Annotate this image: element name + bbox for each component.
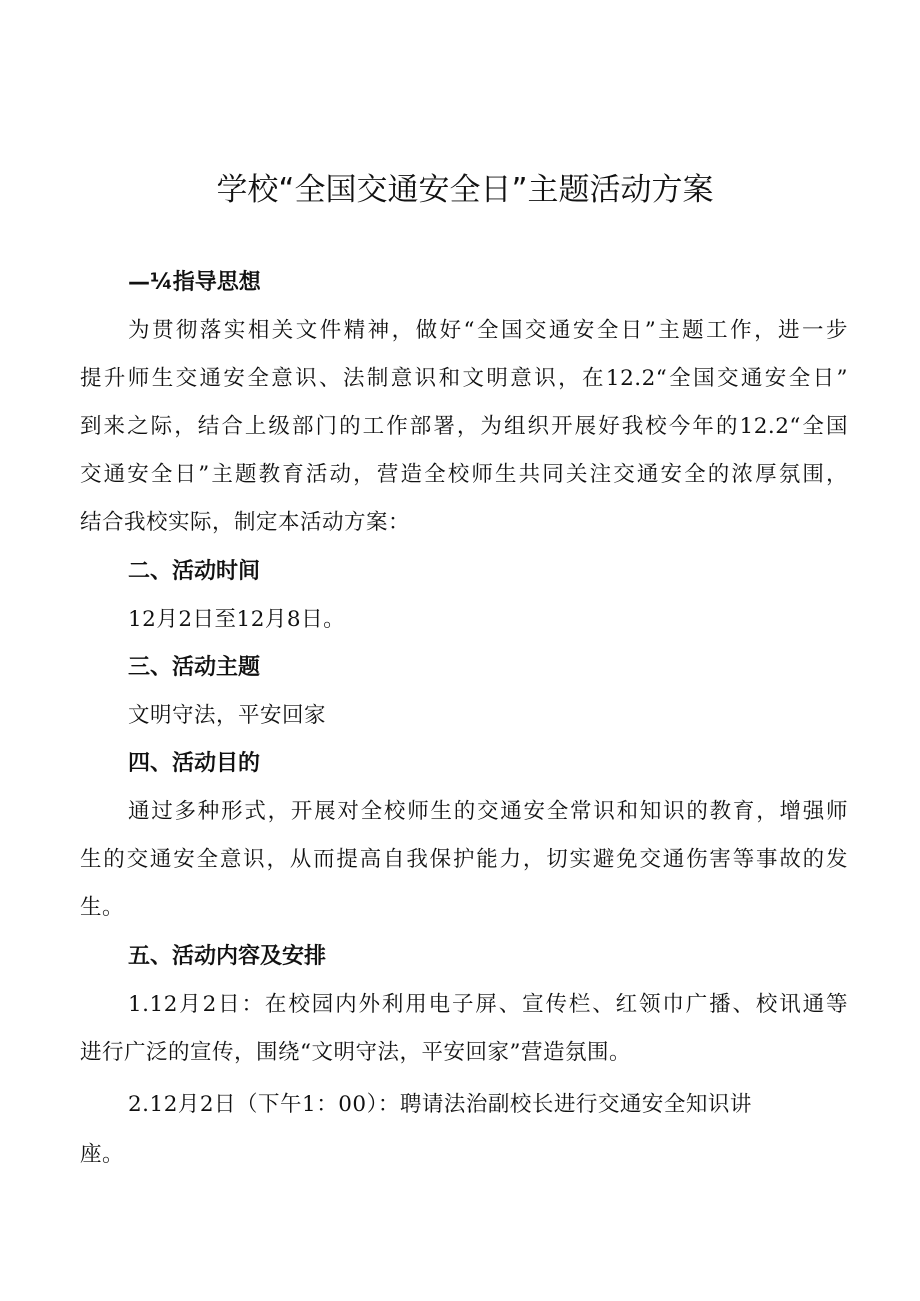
document-title: 学校“全国交通安全日”主题活动方案 bbox=[216, 172, 714, 208]
paragraph-line: 通过多种形式，开展对全校师生的交通安全常识和知识的教育，增强师 bbox=[128, 799, 848, 824]
paragraph-line: 1.12月2日：在校园内外利用电子屏、宣传栏、红领巾广播、校讯通等 bbox=[128, 992, 848, 1017]
section-heading-guiding-thought: —¼指导思想 bbox=[128, 270, 261, 295]
activity-theme-text: 文明守法，平安回家 bbox=[128, 703, 327, 728]
paragraph-line: 提升师生交通安全意识、法制意识和文明意识，在12.2“全国交通安全日” bbox=[80, 366, 848, 391]
activity-time-text: 12月2日至12月8日。 bbox=[128, 607, 346, 632]
paragraph-line: 为贯彻落实相关文件精神，做好“全国交通安全日”主题工作，进一步 bbox=[128, 318, 848, 343]
paragraph-line: 结合我校实际，制定本活动方案： bbox=[80, 510, 411, 535]
paragraph-line: 生的交通安全意识，从而提高自我保护能力，切实避免交通伤害等事故的发 bbox=[80, 847, 848, 872]
paragraph-line: 座。 bbox=[80, 1142, 125, 1167]
section-heading-activity-purpose: 四、活动目的 bbox=[128, 751, 261, 776]
paragraph-line: 交通安全日”主题教育活动，营造全校师生共同关注交通安全的浓厚氛围， bbox=[80, 462, 848, 487]
section-heading-activity-theme: 三、活动主题 bbox=[128, 655, 261, 680]
section-heading-content-arrangement: 五、活动内容及安排 bbox=[128, 944, 327, 969]
paragraph-line: 到来之际，结合上级部门的工作部署，为组织开展好我校今年的12.2“全国 bbox=[80, 414, 848, 439]
section-heading-activity-time: 二、活动时间 bbox=[128, 559, 261, 584]
paragraph-line: 生。 bbox=[80, 895, 125, 920]
paragraph-line: 进行广泛的宣传，围绕“文明守法，平安回家”营造氛围。 bbox=[80, 1040, 631, 1065]
paragraph-line: 2.12月2日（下午1：00）：聘请法治副校长进行交通安全知识讲 bbox=[128, 1092, 752, 1117]
